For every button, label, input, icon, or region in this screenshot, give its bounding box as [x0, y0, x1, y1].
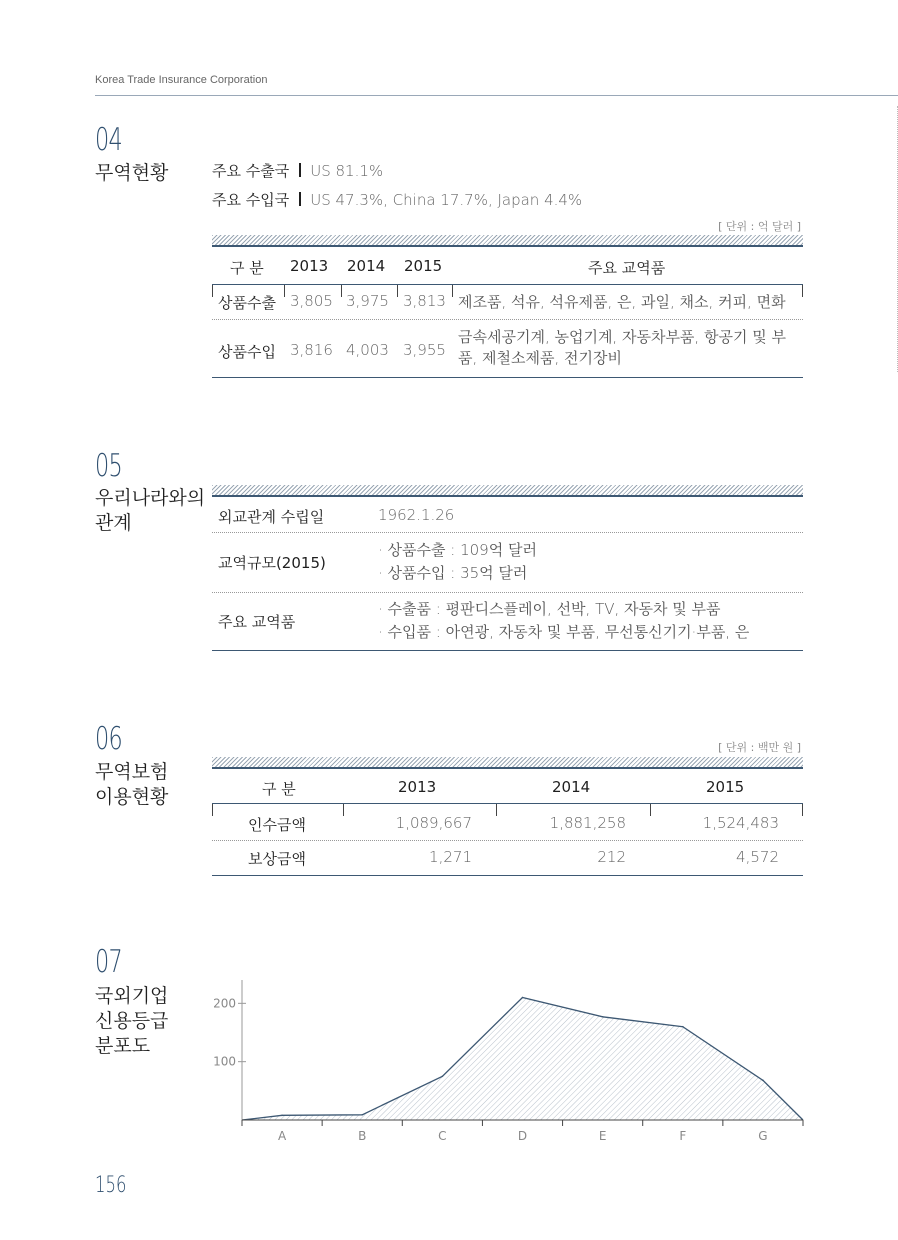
- chart-y-tick-label: 200: [213, 996, 236, 1011]
- row-value-line: · 수입품 : 아연광, 자동차 및 부품, 무선통신기기·부품, 은: [378, 623, 750, 641]
- chart-y-tick-label: 100: [213, 1054, 236, 1069]
- cell-2015: 4,572: [736, 848, 779, 866]
- row-label: 보상금액: [248, 850, 306, 868]
- row-label: 상품수출: [218, 294, 276, 312]
- chart-plot-area: [213, 980, 803, 1143]
- table-top-rule: [212, 245, 803, 247]
- page-number: 156: [95, 1173, 127, 1198]
- table-header: 2014: [552, 778, 591, 796]
- header-bottom-rule: [212, 284, 803, 285]
- chart-x-tick-label: B: [358, 1129, 367, 1143]
- row-divider: [212, 319, 803, 320]
- row-label: 인수금액: [248, 816, 306, 834]
- cell-2013: 1,089,667: [395, 814, 472, 832]
- row-label: 교역규모(2015): [218, 554, 326, 572]
- table-bottom-rule: [212, 650, 803, 651]
- import-label: 주요 수입국: [212, 191, 290, 209]
- row-label: 상품수입: [218, 343, 276, 361]
- separator-bar: [299, 192, 301, 206]
- cell-2014: 212: [597, 848, 626, 866]
- chart-x-tick-label: F: [679, 1129, 687, 1143]
- row-value-line: · 상품수입 : 35억 달러: [378, 564, 528, 582]
- column-tick: [802, 804, 803, 816]
- row-value: 1962.1.26: [378, 506, 455, 524]
- column-tick: [452, 285, 453, 297]
- section-title-korea-relations: 우리나라와의 관계: [95, 487, 206, 534]
- column-tick: [212, 285, 213, 297]
- chart-data-point: [442, 1075, 444, 1077]
- table-header: 2013: [290, 257, 329, 275]
- cell-2013: 1,271: [429, 848, 472, 866]
- section-title-trade-status: 무역현황: [95, 162, 169, 184]
- column-tick: [802, 285, 803, 297]
- main-import-country: [212, 189, 582, 210]
- cell-2015: 3,813: [403, 292, 446, 310]
- table-top-rule: [212, 767, 803, 769]
- chart-data-point: [522, 997, 524, 999]
- chart-data-point: [281, 1115, 283, 1117]
- export-value: US 81.1%: [310, 162, 384, 180]
- table-header: 구 분: [262, 780, 296, 798]
- column-tick: [284, 285, 285, 297]
- cell-major-items: 금속세공기계, 농업기계, 자동차부품, 항공기 및 부품, 제철소제품, 전기장비: [458, 328, 786, 367]
- table-header: 2013: [398, 778, 437, 796]
- chart-x-tick-label: E: [598, 1129, 607, 1143]
- chart-x-tick-label: C: [438, 1129, 447, 1143]
- chart-x-tick-label: G: [758, 1129, 768, 1143]
- chart-x-tick-label: A: [277, 1129, 287, 1143]
- credit-rating-chart: [210, 975, 810, 1147]
- row-divider: [212, 592, 803, 593]
- column-tick: [343, 804, 344, 816]
- table-top-rule: [212, 495, 803, 497]
- chart-data-point: [762, 1080, 764, 1082]
- section-number-07: 07: [95, 944, 122, 980]
- column-tick: [650, 804, 651, 816]
- unit-label: [ 단위 : 억 달러 ]: [718, 220, 801, 233]
- cell-2015: 1,524,483: [702, 814, 779, 832]
- cell-major-items: 제조품, 석유, 석유제품, 은, 과일, 채소, 커피, 면화: [458, 293, 786, 311]
- table-hatch-band: [212, 757, 803, 767]
- row-label: 외교관계 수립일: [218, 508, 325, 526]
- cell-2014: 3,975: [346, 292, 389, 310]
- row-value-line: · 수출품 : 평판디스플레이, 선박, TV, 자동차 및 부품: [378, 600, 721, 618]
- column-tick: [212, 804, 213, 816]
- cell-2013: 3,805: [290, 292, 333, 310]
- header-rule: [95, 95, 898, 96]
- separator-bar: [299, 163, 301, 177]
- header-bottom-rule: [212, 803, 803, 804]
- import-value: US 47.3%, China 17.7%, Japan 4.4%: [310, 191, 583, 209]
- table-header: 2014: [347, 257, 386, 275]
- section-number-06: 06: [95, 721, 122, 757]
- row-value-line: · 상품수출 : 109억 달러: [378, 541, 537, 559]
- table-hatch-band: [212, 485, 803, 495]
- section-title-insurance-usage: 무역보험 이용현황: [95, 761, 169, 808]
- column-tick: [496, 804, 497, 816]
- chart-data-point: [361, 1114, 363, 1116]
- chart-data-point: [602, 1016, 604, 1018]
- section-number-05: 05: [95, 448, 122, 484]
- table-header: 2015: [706, 778, 745, 796]
- unit-label: [ 단위 : 백만 원 ]: [718, 741, 801, 754]
- table-header: 2015: [404, 257, 443, 275]
- running-header: Korea Trade Insurance Corporation: [95, 74, 268, 86]
- cell-2015: 3,955: [403, 341, 446, 359]
- section-title-credit-rating-distribution: 국외기업 신용등급 분포도: [95, 985, 169, 1057]
- row-label: 주요 교역품: [218, 613, 296, 631]
- row-divider: [212, 532, 803, 533]
- column-tick: [397, 285, 398, 297]
- table-bottom-rule: [212, 377, 803, 378]
- column-tick: [341, 285, 342, 297]
- table-bottom-rule: [212, 875, 803, 876]
- chart-data-point: [682, 1026, 684, 1028]
- cell-2014: 1,881,258: [549, 814, 626, 832]
- row-divider: [212, 840, 803, 841]
- chart-area-fill: [242, 998, 803, 1121]
- export-label: 주요 수출국: [212, 162, 290, 180]
- cell-2013: 3,816: [290, 341, 333, 359]
- section-number-04: 04: [95, 122, 122, 158]
- chart-x-tick-label: D: [517, 1129, 528, 1143]
- cell-2014: 4,003: [346, 341, 389, 359]
- main-export-country: [212, 160, 383, 181]
- table-header: 주요 교역품: [588, 259, 666, 277]
- table-hatch-band: [212, 235, 803, 245]
- table-header: 구 분: [230, 259, 264, 277]
